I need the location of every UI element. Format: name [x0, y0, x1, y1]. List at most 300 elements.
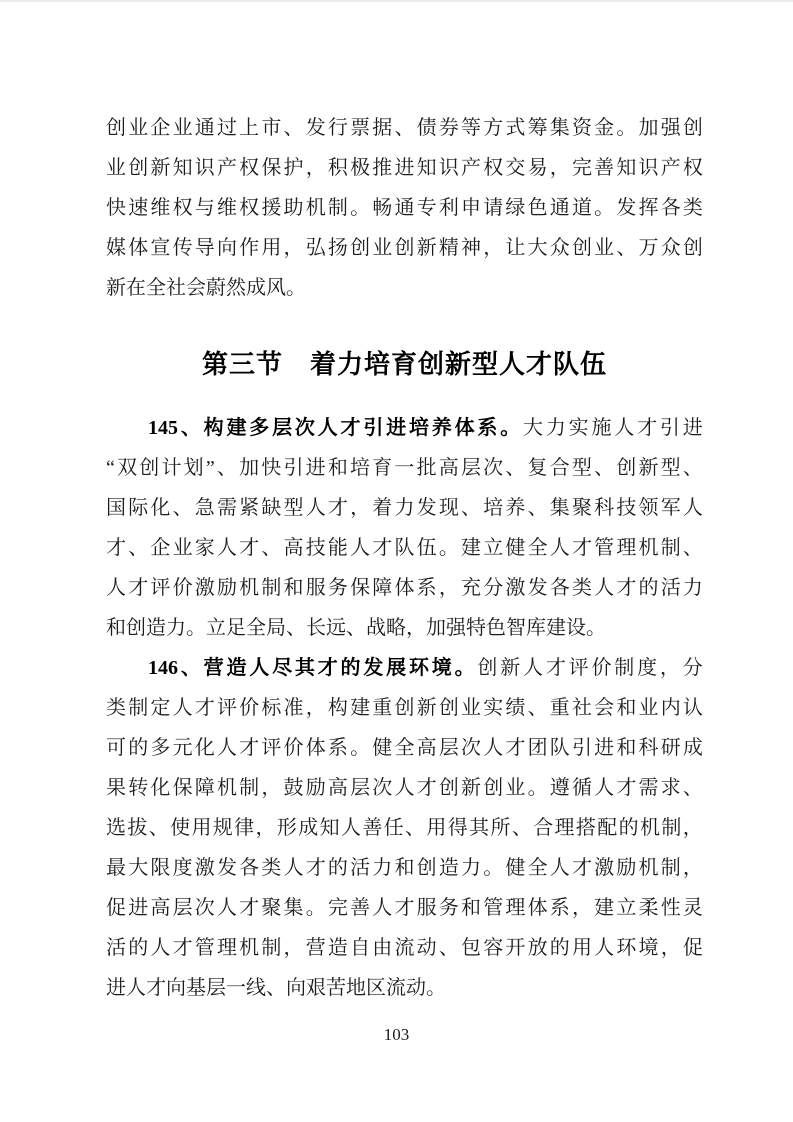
text-run: 筹 — [527, 117, 548, 139]
text-run: 进人才向基层一线、向艰苦地区流动。 — [106, 977, 446, 999]
text-run: 会 — [594, 697, 615, 719]
text-run: ， — [305, 697, 326, 719]
text-run: 、 — [505, 457, 526, 479]
text-line — [106, 228, 703, 268]
text-line — [106, 768, 703, 808]
text-run: 形 — [276, 817, 297, 839]
text-run: 聚 — [261, 897, 282, 919]
text-run: 专 — [416, 197, 437, 219]
text-run: 。 — [350, 737, 371, 759]
text-run: 交 — [505, 157, 526, 179]
text-run: 系 — [549, 897, 570, 919]
text-run: 众 — [660, 237, 681, 259]
text-run: 价 — [283, 737, 304, 759]
bold-run: 造 — [226, 657, 247, 679]
text-run: 开 — [505, 937, 526, 959]
text-run: 业 — [461, 697, 481, 719]
text-run: 产 — [660, 157, 681, 179]
text-run: 的 — [128, 937, 149, 959]
text-run: 、 — [527, 497, 548, 519]
text-run: 多 — [150, 737, 171, 759]
text-run: 合 — [549, 457, 570, 479]
text-run: 作 — [239, 237, 260, 259]
text-run: 活 — [350, 857, 371, 879]
text-run: 体 — [305, 737, 326, 759]
text-run: 才 — [106, 537, 126, 559]
bold-run: 进 — [386, 417, 407, 439]
text-run: 体 — [527, 897, 548, 919]
text-run: 知 — [416, 157, 437, 179]
text-run: 领 — [638, 497, 659, 519]
text-run: 挥 — [638, 197, 659, 219]
text-run: 、 — [394, 117, 415, 139]
text-run: 创 — [438, 697, 459, 719]
text-run: 权 — [239, 157, 260, 179]
text-run: 、 — [682, 777, 703, 799]
text-run: 券 — [438, 117, 459, 139]
text-run: ， — [283, 937, 304, 959]
text-run: 、 — [405, 817, 426, 839]
text-run: 性 — [660, 897, 681, 919]
bold-run: 的 — [340, 657, 361, 679]
text-run: 认 — [682, 697, 703, 719]
text-run: 过 — [216, 117, 237, 139]
bold-run: 展 — [386, 657, 407, 679]
text-run: 建 — [461, 537, 481, 559]
text-run: 通 — [194, 117, 215, 139]
text-run: 引 — [571, 737, 592, 759]
text-run: 权 — [172, 197, 193, 219]
text-run: 活 — [660, 577, 681, 599]
bold-run: 、 — [180, 657, 201, 679]
bold-run: 层 — [272, 417, 293, 439]
bold-run: 才 — [317, 657, 338, 679]
text-run: 。 — [350, 197, 371, 219]
text-run: 类 — [682, 197, 703, 219]
text-run: 才 — [172, 937, 193, 959]
text-run: 保 — [172, 777, 193, 799]
text-run: 精 — [438, 237, 459, 259]
text-run: 人 — [350, 537, 371, 559]
text-run: 高 — [283, 537, 304, 559]
text-run: 评 — [261, 737, 282, 759]
text-run: “ — [106, 457, 115, 479]
text-run: 和 — [327, 457, 348, 479]
text-run: 机 — [305, 197, 326, 219]
text-run: 化 — [150, 497, 171, 519]
text-run: 快 — [106, 197, 126, 219]
text-run: 才 — [637, 417, 658, 439]
text-run: 新 — [150, 157, 171, 179]
text-run: 才 — [239, 897, 260, 919]
text-run: 进 — [128, 897, 149, 919]
text-run: ， — [261, 777, 282, 799]
text-run: 利 — [438, 197, 459, 219]
text-run: 力 — [682, 577, 703, 599]
bold-run: 多 — [249, 417, 270, 439]
text-run: 激 — [194, 577, 215, 599]
bold-run: 体 — [454, 417, 475, 439]
text-run: 次 — [194, 897, 215, 919]
text-run: 健 — [505, 537, 526, 559]
text-run: 制 — [327, 197, 348, 219]
text-run: 流 — [394, 937, 415, 959]
text-run: 识 — [438, 157, 459, 179]
text-run: 活 — [106, 937, 126, 959]
text-run: 人 — [305, 497, 326, 519]
text-run: 金 — [594, 117, 615, 139]
text-run: 健 — [505, 857, 526, 879]
text-run: 弘 — [305, 237, 326, 259]
text-run: 、 — [616, 237, 637, 259]
text-run: 急 — [194, 497, 215, 519]
text-run: ， — [255, 817, 276, 839]
text-run: 的 — [549, 937, 570, 959]
text-line — [106, 148, 703, 188]
text-run: 发 — [305, 117, 326, 139]
text-run: 识 — [194, 157, 215, 179]
text-run: 管 — [194, 937, 215, 959]
text-run: 的 — [128, 737, 149, 759]
text-run: 进 — [682, 417, 703, 439]
text-run: 助 — [283, 197, 304, 219]
text-run: 层 — [172, 897, 193, 919]
text-run: 才 — [372, 537, 393, 559]
paragraph-continuation — [106, 108, 703, 308]
text-run: 激 — [194, 857, 215, 879]
text-run: 用 — [426, 817, 447, 839]
text-run: 权 — [483, 157, 504, 179]
text-run: 现 — [438, 497, 459, 519]
paragraph-145 — [106, 408, 703, 648]
text-run: 、 — [594, 457, 615, 479]
text-run: 体 — [394, 577, 415, 599]
text-run: 业 — [128, 117, 149, 139]
text-run: 需 — [638, 777, 659, 799]
text-run: 极 — [350, 157, 371, 179]
text-run: 和创造力。立足全局、长远、战略，加强特色智库建设。 — [106, 617, 606, 639]
text-run: 推 — [372, 157, 393, 179]
text-run: 搭 — [575, 817, 596, 839]
text-run: 评 — [568, 657, 589, 679]
text-run: 新在全社会蔚然成风。 — [106, 277, 306, 299]
bold-run: 145 — [148, 417, 178, 439]
text-run: 批 — [416, 457, 437, 479]
text-run: 评 — [150, 577, 171, 599]
paragraph-146 — [106, 648, 703, 1008]
text-run: 创 — [106, 117, 126, 139]
text-run: 方 — [483, 117, 504, 139]
page-top-edge-divider — [0, 0, 793, 2]
text-run: 准 — [283, 697, 304, 719]
text-run: 才 — [128, 577, 149, 599]
text-run: 人 — [483, 737, 504, 759]
bold-run: 境 — [431, 657, 452, 679]
bold-run: 人 — [317, 417, 338, 439]
text-run: 管 — [483, 897, 504, 919]
text-run: 企 — [150, 537, 171, 559]
text-run: 扬 — [327, 237, 348, 259]
text-run: 全 — [394, 737, 415, 759]
text-run: 分 — [682, 657, 703, 679]
bold-run: 尽 — [272, 657, 293, 679]
text-run: 、 — [682, 457, 703, 479]
text-line — [106, 728, 703, 768]
bold-run: 建 — [226, 417, 247, 439]
text-run: 机 — [639, 817, 660, 839]
bold-run: 营 — [203, 657, 224, 679]
text-run: ， — [305, 157, 326, 179]
bold-run: 养 — [431, 417, 452, 439]
text-run: 划 — [183, 457, 204, 479]
text-run: 重 — [549, 697, 570, 719]
text-run: 定 — [150, 697, 171, 719]
text-run: 速 — [128, 197, 149, 219]
text-run: 机 — [216, 777, 237, 799]
text-run: 力 — [372, 857, 393, 879]
text-run: 。 — [483, 857, 504, 879]
text-run: 机 — [239, 577, 260, 599]
text-run: 造 — [438, 857, 459, 879]
bold-run: 系 — [477, 417, 498, 439]
text-run: 的 — [638, 577, 659, 599]
text-run: 缺 — [261, 497, 282, 519]
text-run: 新 — [416, 237, 437, 259]
text-run: 善 — [350, 897, 371, 919]
text-run: 所 — [490, 817, 511, 839]
text-line — [106, 888, 703, 928]
text-run: 使 — [170, 817, 191, 839]
text-run: 权 — [682, 157, 703, 179]
text-run: 人 — [549, 537, 570, 559]
text-run: 导 — [194, 237, 215, 259]
text-run: 际 — [128, 497, 149, 519]
text-run: 和 — [394, 857, 415, 879]
text-run: 进 — [394, 157, 415, 179]
text-run: 型 — [283, 497, 304, 519]
text-run: 申 — [461, 197, 481, 219]
text-run: 系 — [327, 737, 348, 759]
text-run: 集 — [283, 897, 304, 919]
text-run: 限 — [150, 857, 171, 879]
text-run: 集 — [549, 117, 570, 139]
text-run: 业 — [505, 777, 526, 799]
text-run: 培 — [350, 457, 371, 479]
bold-run: 。 — [500, 417, 521, 439]
text-run: 才 — [416, 777, 437, 799]
text-run: 完 — [571, 157, 592, 179]
text-run: 聚 — [571, 497, 592, 519]
text-run: 标 — [261, 697, 282, 719]
text-run: 知 — [172, 157, 193, 179]
text-run: 环 — [616, 937, 637, 959]
text-run: 层 — [350, 777, 371, 799]
bold-run: 才 — [340, 417, 361, 439]
text-run: 拔 — [127, 817, 148, 839]
text-run: 境 — [638, 937, 659, 959]
text-run: 创 — [416, 857, 437, 879]
text-run: 内 — [660, 697, 681, 719]
text-run: 、 — [511, 817, 532, 839]
text-run: 市 — [261, 117, 282, 139]
text-run: 元 — [172, 737, 193, 759]
text-run: 宣 — [150, 237, 171, 259]
text-run: 引 — [659, 417, 680, 439]
text-run: 善 — [594, 157, 615, 179]
text-run: 、 — [261, 537, 282, 559]
text-run: 大 — [523, 417, 543, 439]
text-run: 创 — [350, 237, 371, 259]
text-run: 人 — [594, 577, 615, 599]
text-run: 计 — [161, 457, 182, 479]
text-run: ， — [283, 237, 304, 259]
text-run: 人 — [523, 657, 543, 679]
text-run: 着 — [372, 497, 393, 519]
text-run: 、 — [128, 537, 149, 559]
bold-run: 引 — [363, 417, 384, 439]
bold-run: 。 — [454, 657, 475, 679]
text-run: 才 — [327, 497, 348, 519]
text-run: 护 — [283, 157, 304, 179]
bold-run: 146 — [148, 657, 178, 679]
text-run: 需 — [216, 497, 237, 519]
text-run: 社 — [571, 697, 592, 719]
text-run: 、 — [283, 117, 304, 139]
text-run: 创 — [483, 777, 504, 799]
text-run: 通 — [549, 197, 570, 219]
text-run: 。 — [305, 897, 326, 919]
text-run: 新 — [461, 777, 481, 799]
text-run: 队 — [549, 737, 570, 759]
text-run: 畅 — [372, 197, 393, 219]
text-line — [106, 808, 703, 848]
text-run: 服 — [305, 577, 326, 599]
text-run: 实 — [568, 417, 589, 439]
text-run: 创 — [477, 657, 498, 679]
text-run: 制 — [128, 697, 149, 719]
text-run: 管 — [594, 537, 615, 559]
text-line — [106, 188, 703, 228]
text-run: 次 — [461, 737, 481, 759]
text-run: 业 — [594, 237, 615, 259]
text-run: 完 — [327, 897, 348, 919]
text-run: 建 — [594, 897, 615, 919]
text-run: 发 — [416, 497, 437, 519]
text-run: 色 — [527, 197, 548, 219]
text-run: 保 — [261, 157, 282, 179]
text-run: 力 — [461, 857, 481, 879]
text-run: ， — [659, 657, 680, 679]
text-run: 制 — [661, 817, 682, 839]
text-run: 向 — [216, 237, 237, 259]
text-run: 保 — [350, 577, 371, 599]
text-run: 鼓 — [283, 777, 304, 799]
text-run: 产 — [461, 157, 481, 179]
text-run: 才 — [571, 537, 592, 559]
text-run: 激 — [594, 857, 615, 879]
text-run: 。 — [438, 537, 459, 559]
text-run: 人 — [549, 857, 570, 879]
text-run: 柔 — [638, 897, 659, 919]
text-run: ， — [549, 157, 570, 179]
text-run: 与 — [194, 197, 215, 219]
text-run: 用 — [571, 937, 592, 959]
text-line — [106, 108, 703, 148]
text-run: 制 — [261, 937, 282, 959]
text-run: 障 — [372, 577, 393, 599]
text-run: 和 — [461, 897, 481, 919]
text-run: 价 — [591, 657, 612, 679]
text-run: 实 — [483, 697, 504, 719]
text-run: 立 — [483, 537, 504, 559]
text-run: 众 — [549, 237, 570, 259]
text-run: 绿 — [505, 197, 526, 219]
text-run: 由 — [372, 937, 393, 959]
bold-run: 环 — [408, 657, 429, 679]
text-run: 进 — [305, 457, 326, 479]
text-run: 其 — [469, 817, 490, 839]
text-run: 培 — [483, 497, 504, 519]
text-run: 的 — [327, 857, 348, 879]
text-run: 技 — [305, 537, 326, 559]
text-run: 励 — [616, 857, 637, 879]
text-run: 健 — [372, 737, 393, 759]
text-run: 最 — [106, 857, 126, 879]
text-run: 构 — [327, 697, 348, 719]
text-run: 各 — [660, 197, 681, 219]
page-number: 103 — [383, 1025, 410, 1044]
text-run: 、 — [527, 697, 548, 719]
text-run: 制 — [660, 537, 681, 559]
text-run: 全 — [527, 857, 548, 879]
text-run: 规 — [212, 817, 233, 839]
text-run: 业 — [372, 237, 393, 259]
text-run: 制 — [614, 657, 635, 679]
text-run: 机 — [638, 857, 659, 879]
text-line — [106, 568, 703, 608]
text-run: 业 — [172, 117, 193, 139]
text-run: 施 — [591, 417, 612, 439]
text-run: 成 — [298, 817, 319, 839]
text-run: 援 — [261, 197, 282, 219]
text-run: 维 — [216, 197, 237, 219]
text-line — [106, 688, 703, 728]
text-run: 遵 — [549, 777, 570, 799]
text-run: 价 — [172, 577, 193, 599]
text-run: 类 — [571, 577, 592, 599]
text-run: 度 — [172, 857, 193, 879]
text-run: 评 — [216, 697, 237, 719]
text-line — [106, 488, 703, 528]
text-run: 家 — [194, 537, 215, 559]
text-run: 可 — [106, 737, 126, 759]
text-run: 新 — [500, 657, 521, 679]
text-run: 等 — [461, 117, 481, 139]
text-run: 配 — [597, 817, 618, 839]
text-run: 人 — [283, 857, 304, 879]
text-run: 制 — [660, 857, 681, 879]
text-run: 任 — [383, 817, 404, 839]
text-run: 才 — [616, 577, 637, 599]
text-run: 资 — [571, 117, 592, 139]
text-run: 道 — [571, 197, 592, 219]
text-run: 化 — [150, 777, 171, 799]
text-run: 、 — [216, 457, 237, 479]
text-run: 人 — [614, 417, 635, 439]
text-run: 军 — [660, 497, 681, 519]
text-run: 权 — [239, 197, 260, 219]
text-run: 循 — [571, 777, 592, 799]
